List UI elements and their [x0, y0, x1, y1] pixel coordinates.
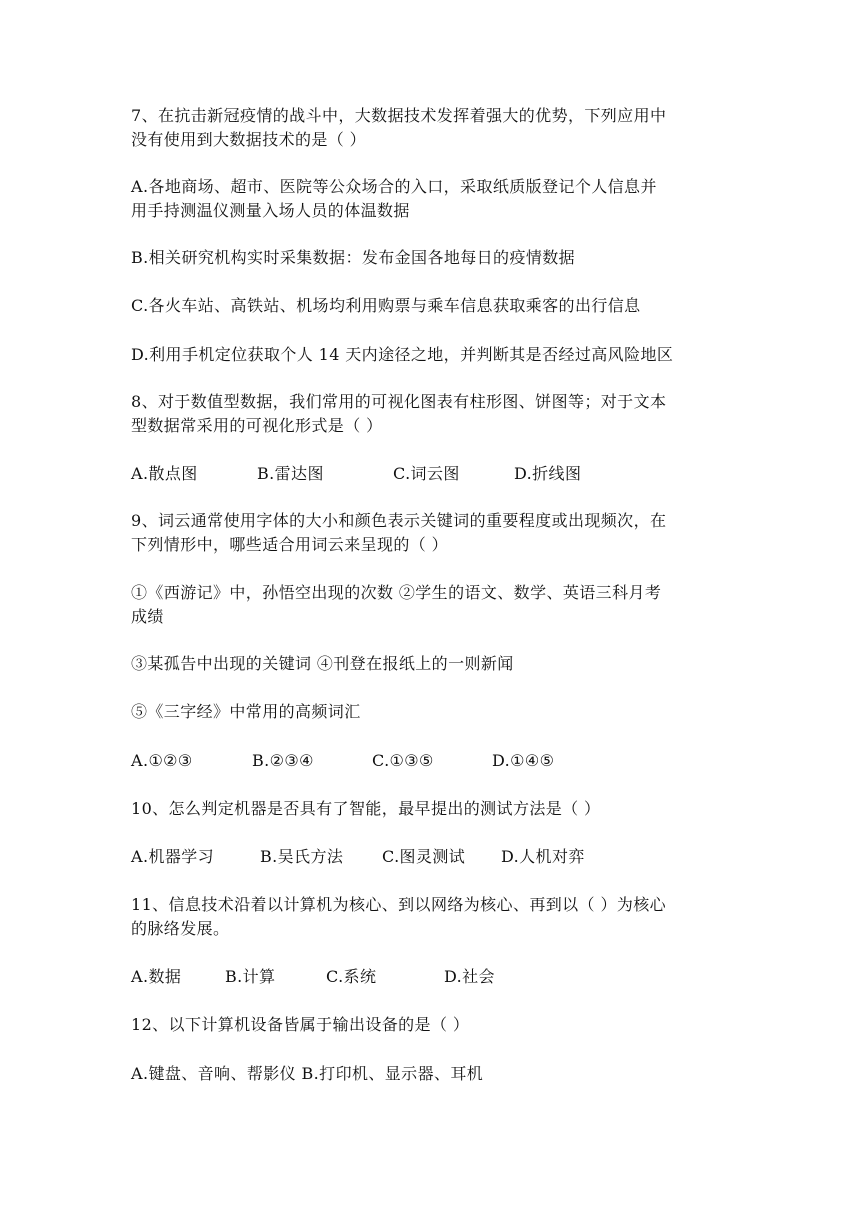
question-12-options: A.键盘、音响、帮影仪 B.打印机、显示器、耳机: [131, 1064, 484, 1083]
question-7-option-d: D.利用手机定位获取个人 14 天内途径之地，并判断其是否经过高风险地区: [131, 345, 674, 364]
question-11-option-b: B.计算: [225, 967, 276, 986]
question-9-option-b: B.②③④: [252, 751, 314, 770]
question-11-option-c: C.系统: [326, 967, 377, 986]
question-8-option-b: B.雷达图: [257, 464, 324, 483]
question-9-item-1-2-line-2: 成绩: [131, 607, 164, 626]
question-11-stem-line-1: 11、信息技术沿着以计算机为核心、到以网络为核心、再到以（ ）为核心: [131, 895, 667, 914]
question-10-option-b: B.吴氏方法: [260, 847, 344, 866]
question-7-stem-line-2: 没有使用到大数据技术的是（ ）: [131, 130, 367, 149]
question-11-option-d: D.社会: [444, 967, 495, 986]
question-11-option-a: A.数据: [131, 967, 182, 986]
question-10-option-a: A.机器学习: [131, 847, 215, 866]
question-7-stem-line-1: 7、在抗击新冠疫情的战斗中，大数据技术发挥着强大的优势，下列应用中: [131, 106, 667, 125]
question-8-option-d: D.折线图: [514, 464, 582, 483]
question-10-option-c: C.图灵测试: [382, 847, 466, 866]
question-8-option-c: C.词云图: [393, 464, 460, 483]
question-7-option-a-line-2: 用手持测温仪测量入场人员的体温数据: [131, 201, 410, 220]
question-9-stem-line-1: 9、词云通常使用字体的大小和颜色表示关键词的重要程度或出现频次，在: [131, 511, 667, 530]
question-9-option-d: D.①④⑤: [492, 751, 555, 770]
question-12-stem: 12、以下计算机设备皆属于输出设备的是（ ）: [131, 1015, 470, 1034]
question-9-option-c: C.①③⑤: [372, 751, 434, 770]
question-9-option-a: A.①②③: [131, 751, 193, 770]
question-8-stem-line-2: 型数据常采用的可视化形式是（ ）: [131, 416, 383, 435]
question-11-stem-line-2: 的脉络发展。: [131, 919, 230, 938]
question-10-stem: 10、怎么判定机器是否具有了智能，最早提出的测试方法是（ ）: [131, 799, 601, 818]
question-8-stem-line-1: 8、对于数值型数据，我们常用的可视化图表有柱形图、饼图等；对于文本: [131, 392, 667, 411]
question-9-item-1-2-line-1: ①《西游记》中，孙悟空出现的次数 ②学生的语文、数学、英语三科月考: [131, 583, 662, 602]
question-8-option-a: A.散点图: [131, 464, 198, 483]
question-9-item-5: ⑤《三字经》中常用的高频词汇: [131, 702, 361, 721]
question-10-option-d: D.人机对弈: [501, 847, 585, 866]
question-7-option-b: B.相关研究机构实时采集数据：发布金国各地每日的疫情数据: [131, 248, 576, 267]
question-7-option-c: C.各火车站、高铁站、机场均利用购票与乘车信息获取乘客的出行信息: [131, 296, 641, 315]
question-9-item-3-4: ③某孤告中出现的关键词 ④刊登在报纸上的一则新闻: [131, 654, 514, 673]
question-9-stem-line-2: 下列情形中，哪些适合用词云来呈现的（ ）: [131, 535, 449, 554]
question-7-option-a-line-1: A.各地商场、超市、医院等公众场合的入口，采取纸质版登记个人信息并: [131, 177, 657, 196]
